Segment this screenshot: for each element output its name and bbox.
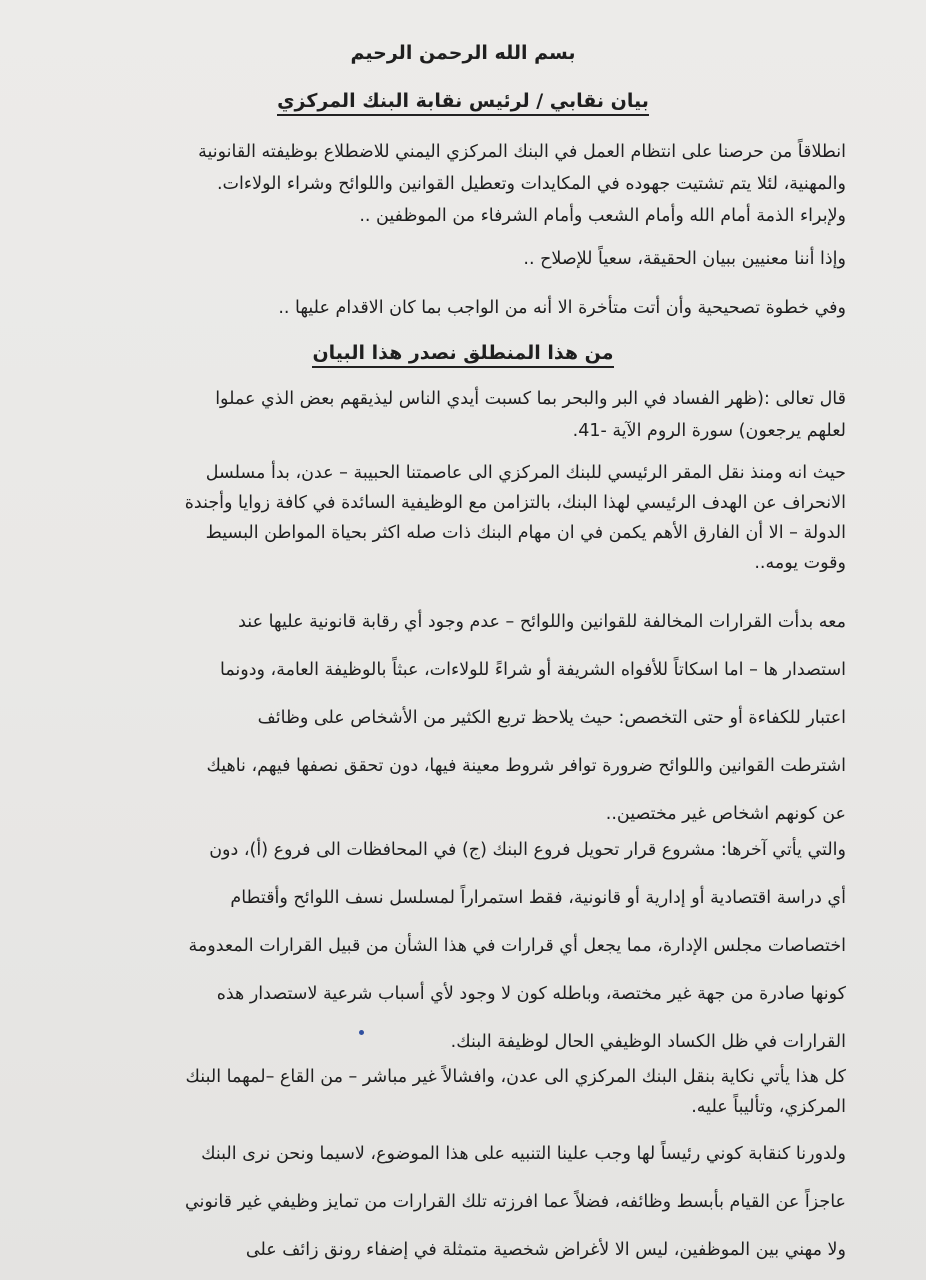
paragraph-line: لعلهم يرجعون) سورة الروم الآية -41. [572,421,846,441]
paragraph-line: الدولة – الا أن الفارق الأهم يكمن في ان مهام البنك ذات صله اكثر بحياة المواطن البسيط [205,523,846,543]
paragraph-line: ولا مهني بين الموظفين، ليس الا لأغراض شخصية متمثلة في إضفاء رونق زائف على [245,1240,846,1260]
paragraph-correction [96,292,846,324]
paragraph-union-role [96,1130,846,1274]
document-title-text: بيان نقابي / لرئيس نقابة البنك المركزي [277,90,649,116]
paragraph-branches [96,826,846,1066]
paragraph-line: عاجزاً عن القيام بأبسط وظائفه، فضلاً عما افرزته تلك القرارات من تمايز وظيفي غير قانوني [184,1192,846,1212]
paragraph-decisions [96,598,846,838]
paragraph-aden-move [96,458,846,578]
paragraph-line: كونها صادرة من جهة غير مختصة، وباطله كون لا وجود لأي أسباب شرعية لاستصدار هذه [216,984,846,1004]
paragraph-line: وقوت يومه.. [754,553,846,573]
paragraph-line: انطلاقاً من حرصنا على انتظام العمل في البنك المركزي اليمني للاضطلاع بوظيفته القانونية [198,142,846,162]
paragraph-line: اختصاصات مجلس الإدارة، مما يجعل أي قرارات في هذا الشأن من قبيل القرارات المعدومة [188,936,846,956]
section-subtitle-text: من هذا المنطلق نصدر هذا البيان [312,342,613,368]
paragraph-line: ولدورنا كنقابة كوني رئيساً لها وجب علينا التنبيه على هذا الموضوع، لاسيما ونحن نرى البنك [201,1144,846,1164]
paragraph-line: المركزي، وتأليباً عليه. [691,1097,846,1117]
paragraph-line: كل هذا يأتي نكاية بنقل البنك المركزي الى عدن، وافشالاً غير مباشر – من القاع –لمهما البنك [185,1067,846,1087]
paragraph-truth [96,243,846,275]
paragraph-line: القرارات في ظل الكساد الوظيفي الحال لوظيفة البنك. [450,1032,846,1052]
paragraph-line: اعتبار للكفاءة أو حتى التخصص: حيث يلاحظ تربع الكثير من الأشخاص على وظائف [257,708,846,728]
paragraph-line: أي دراسة اقتصادية أو إدارية أو قانونية، فقط استمراراً لمسلسل نسف اللوائح وأقتطام [230,888,846,908]
paragraph-line: معه بدأت القرارات المخالفة للقوانين واللوائح – عدم وجود أي رقابة قانونية عليها عند [238,612,846,632]
paragraph-line: والتي يأتي آخرها: مشروع قرار تحويل فروع البنك (ج) في المحافظات الى فروع (أ)، دون [209,840,846,860]
paragraph-line: عن كونهم اشخاص غير مختصين.. [605,804,846,824]
paragraph-spite [96,1062,846,1122]
paragraph-line: وإذا أننا معنيين ببيان الحقيقة، سعياً للإصلاح .. [523,249,846,269]
document-title [0,90,926,112]
paragraph-line: اشترطت القوانين واللوائح ضرورة توافر شروط معينة فيها، دون تحقق نصفها فيهم، ناهيك [206,756,846,776]
section-subtitle [0,342,926,364]
paragraph-line: وفي خطوة تصحيحية وأن أتت متأخرة الا أنه من الواجب بما كان الاقدام عليها .. [278,298,846,318]
ink-dot [359,1030,364,1035]
basmala: بسم الله الرحمن الرحيم [350,42,576,64]
paragraph-line: حيث انه ومنذ نقل المقر الرئيسي للبنك المركزي الى عاصمتنا الحبيبة – عدن، بدأ مسلسل [205,463,846,483]
quran-paragraph [96,383,846,447]
paragraph-line: الانحراف عن الهدف الرئيسي لهذا البنك، بالتزامن مع الوظيفية السائدة في كافة زوايا وأجندة [184,493,846,513]
paragraph-line: استصدار ها – اما اسكاتاً للأفواه الشريفة أو شراءً للولاءات، عبثاً بالوظيفة العامة، ودونما [219,660,846,680]
intro-paragraph [96,136,846,232]
paragraph-line: والمهنية، لئلا يتم تشتيت جهوده في المكايدات وتعطيل القوانين واللوائح وشراء الولاءات. [216,174,846,194]
paragraph-line: قال تعالى :(ظهر الفساد في البر والبحر بما كسبت أيدي الناس ليذيقهم بعض الذي عملوا [215,389,846,409]
paragraph-line: ولإبراء الذمة أمام الله وأمام الشعب وأمام الشرفاء من الموظفين .. [359,206,846,226]
